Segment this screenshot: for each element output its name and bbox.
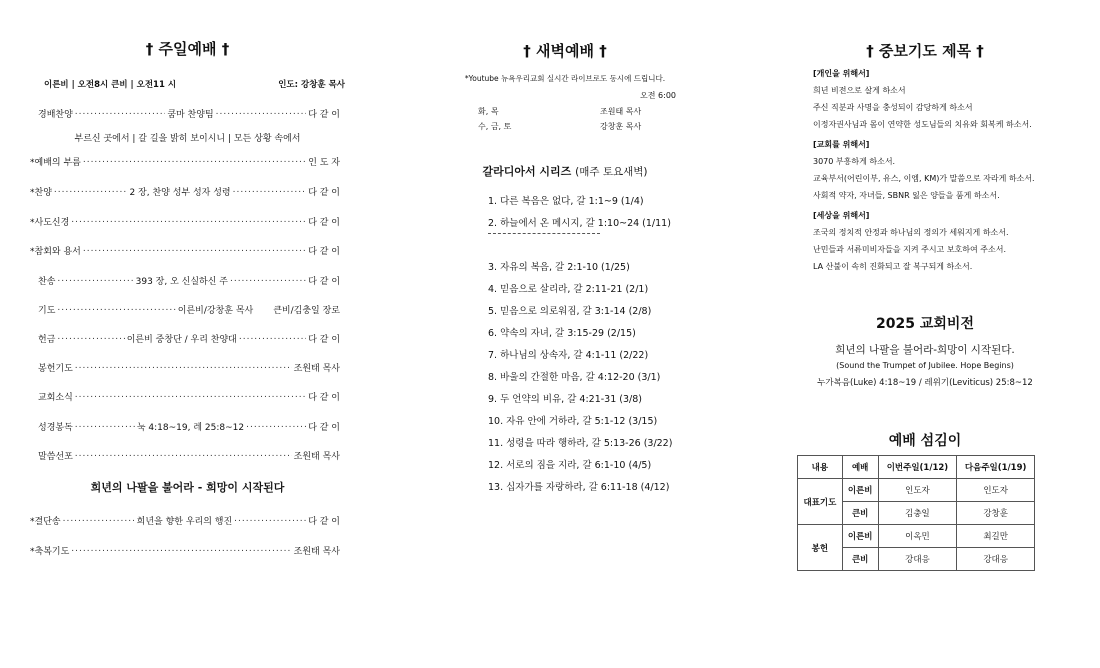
dot-leader bbox=[63, 514, 135, 524]
galatians-series-title bbox=[450, 163, 680, 179]
series-item: 4. 믿음으로 살리라, 갈 2:11-21 (2/1) bbox=[488, 284, 649, 295]
series-item: 9. 두 언약의 비유, 갈 4:21-31 (3/8) bbox=[488, 394, 642, 405]
dawn-worship-column bbox=[450, 0, 680, 668]
next-week-cell: 강대응 bbox=[957, 548, 1035, 571]
prayer-title: † 중보기도 제목 † bbox=[866, 42, 984, 60]
series-item: 5. 믿음으로 의로워짐, 갈 3:1-14 (2/8) bbox=[488, 306, 652, 317]
dot-leader bbox=[75, 390, 306, 400]
vision-scripture: 누가복음(Luke) 4:18~19 / 레위기(Leviticus) 25:8~12 bbox=[817, 378, 1033, 388]
prayer-line: 이정자권사님과 몸이 연약한 성도님들의 치유와 회복케 하소서. bbox=[813, 120, 1032, 129]
order-person: 다 같 이 bbox=[308, 516, 340, 527]
order-person: 다 같 이 bbox=[308, 334, 341, 345]
dot-leader bbox=[75, 420, 135, 430]
order-row bbox=[30, 543, 340, 557]
order-detail: 이른비 중창단 / 우리 찬양대 bbox=[126, 334, 237, 345]
order-person: 다 같 이 bbox=[308, 276, 341, 287]
prayer-line: 조국의 정치적 안정과 하나님의 정의가 세워지게 하소서. bbox=[813, 228, 1009, 237]
order-detail: 2 장, 찬양 성부 성자 성령 bbox=[129, 187, 231, 198]
order-label: 성경봉독 bbox=[38, 422, 73, 433]
series-item: 6. 약속의 자녀, 갈 3:15-29 (2/15) bbox=[488, 328, 636, 339]
ushers-table bbox=[797, 455, 1035, 571]
order-row bbox=[30, 273, 340, 287]
series-item: 10. 자유 안에 거하라, 갈 5:1-12 (3/15) bbox=[488, 416, 658, 427]
prayer-heading: [교회를 위해서] bbox=[813, 140, 870, 149]
next-week-cell: 인도자 bbox=[957, 479, 1035, 502]
dawn-leader: 조원태 목사 bbox=[600, 107, 642, 116]
order-label: 헌금 bbox=[38, 334, 56, 345]
service-cell: 이른비 bbox=[842, 525, 878, 548]
dot-leader bbox=[71, 544, 291, 554]
order-person: 큰비/김충일 장로 bbox=[273, 305, 340, 316]
order-person: 조원태 목사 bbox=[293, 363, 340, 374]
prayer-column bbox=[795, 0, 1055, 668]
dot-leader bbox=[54, 185, 128, 195]
order-person: 다 같 이 bbox=[308, 187, 340, 198]
dot-leader bbox=[83, 244, 306, 254]
order-label: 찬송 bbox=[38, 276, 56, 287]
order-label: 봉헌기도 bbox=[38, 363, 73, 374]
order-label: *결단송 bbox=[30, 516, 61, 527]
dot-leader bbox=[75, 107, 166, 117]
order-row bbox=[30, 331, 340, 345]
vision-motto: 희년의 나팔을 불어라-희망이 시작된다. bbox=[835, 344, 1015, 356]
youtube-note: *Youtube 뉴욕우리교회 실시간 라이브로도 동시에 드립니다. bbox=[464, 74, 666, 83]
order-row bbox=[30, 214, 340, 228]
this-week-cell: 김충일 bbox=[878, 502, 957, 525]
order-label: 말씀선포 bbox=[38, 451, 73, 462]
this-week-cell: 인도자 bbox=[878, 479, 957, 502]
dot-leader bbox=[246, 420, 306, 430]
series-item: 13. 십자가를 자랑하라, 갈 6:11-18 (4/12) bbox=[488, 482, 670, 493]
prayer-line: LA 산불이 속히 진화되고 잘 복구되게 하소서. bbox=[813, 262, 973, 271]
dot-leader bbox=[75, 361, 292, 371]
prayer-line: 주신 직분과 사명을 충성되이 감당하게 하소서 bbox=[813, 103, 973, 112]
series-item: 11. 성령을 따라 행하라, 갈 5:13-26 (3/22) bbox=[488, 438, 673, 449]
dot-leader bbox=[57, 332, 124, 342]
prayer-group bbox=[813, 68, 1053, 136]
this-week-cell: 강대응 bbox=[878, 548, 957, 571]
order-label: *축복기도 bbox=[30, 546, 70, 557]
table-row bbox=[798, 479, 1035, 502]
order-label: *예배의 부름 bbox=[30, 157, 81, 168]
next-week-cell: 최길만 bbox=[957, 525, 1035, 548]
dot-leader bbox=[234, 514, 306, 524]
dot-leader bbox=[71, 215, 306, 225]
order-detail: 쿰마 찬양팀 bbox=[167, 109, 214, 120]
dot-leader bbox=[216, 107, 307, 117]
col-header: 다음주일(1/19) bbox=[957, 456, 1035, 479]
order-person: 다 같 이 bbox=[308, 392, 340, 403]
prayer-heading: [개인을 위해서] bbox=[813, 69, 870, 78]
dot-leader bbox=[230, 274, 306, 284]
order-detail: 이른비/강창훈 목사 bbox=[177, 305, 254, 316]
service-cell: 큰비 bbox=[842, 502, 878, 525]
prayer-line: 희년 비전으로 살게 하소서 bbox=[813, 86, 906, 95]
order-label: *찬양 bbox=[30, 187, 52, 198]
service-cell: 큰비 bbox=[842, 548, 878, 571]
service-leader: 인도: 강창훈 목사 bbox=[278, 80, 345, 90]
col-header: 예배 bbox=[842, 456, 878, 479]
dawn-leader: 강창훈 목사 bbox=[600, 122, 642, 131]
col-header: 이번주일(1/12) bbox=[878, 456, 957, 479]
order-label: 경배찬양 bbox=[38, 109, 73, 120]
dawn-time: 오전 6:00 bbox=[640, 91, 676, 100]
series-item: 7. 하나님의 상속자, 갈 4:1-11 (2/22) bbox=[488, 350, 649, 361]
series-item: 12. 서로의 짐을 지라, 갈 6:1-10 (4/5) bbox=[488, 460, 652, 471]
sunday-worship-title: † 주일예배 † bbox=[145, 40, 230, 58]
order-row bbox=[30, 302, 340, 316]
order-label: 교회소식 bbox=[38, 392, 73, 403]
table-row bbox=[798, 525, 1035, 548]
dawn-worship-title: † 새벽예배 † bbox=[523, 42, 607, 60]
next-week-cell: 강창훈 bbox=[957, 502, 1035, 525]
dawn-days: 화, 목 bbox=[478, 107, 499, 116]
order-row bbox=[30, 419, 340, 433]
series-title-text: 갈라디아서 시리즈 bbox=[482, 165, 572, 178]
series-subtitle: (매주 토요새벽) bbox=[575, 166, 648, 178]
order-person: 조원태 목사 bbox=[293, 546, 340, 557]
order-person: 다 같 이 bbox=[308, 422, 340, 433]
order-person: 조원태 목사 bbox=[293, 451, 340, 462]
order-person: 다 같 이 bbox=[308, 217, 340, 228]
series-item: 3. 자유의 복음, 갈 2:1-10 (1/25) bbox=[488, 262, 630, 273]
order-row bbox=[30, 154, 340, 168]
series-item: 2. 하늘에서 온 메시지, 갈 1:10~24 (1/11) bbox=[488, 218, 671, 229]
service-times-text: 이른비 | 오전8시 큰비 | 오전11 시 bbox=[44, 80, 177, 90]
order-label: 기도 bbox=[38, 305, 56, 316]
order-row bbox=[30, 243, 340, 257]
dot-leader bbox=[233, 185, 307, 195]
dawn-schedule-row bbox=[478, 121, 653, 132]
order-row bbox=[30, 389, 340, 403]
prayer-line: 난민들과 서류미비자들을 지켜 주시고 보호하여 주소서. bbox=[813, 245, 1006, 254]
sermon-title: 희년의 나팔을 불어라 - 희망이 시작된다 bbox=[90, 481, 285, 494]
order-person: 다 같 이 bbox=[308, 246, 340, 257]
order-row bbox=[30, 184, 340, 198]
order-person: 다 같 이 bbox=[308, 109, 340, 120]
order-row bbox=[30, 360, 340, 374]
order-person: 인 도 자 bbox=[308, 157, 340, 168]
series-item: 1. 다른 복음은 없다, 갈 1:1~9 (1/4) bbox=[488, 196, 644, 207]
dot-leader bbox=[57, 303, 175, 313]
order-row bbox=[30, 448, 340, 462]
prayer-line: 3070 부흥하게 하소서. bbox=[813, 157, 896, 166]
song-lyric-line: 부르신 곳에서 | 갈 길을 밝히 보이시니 | 모든 상황 속에서 bbox=[74, 134, 301, 144]
series-item: 8. 바울의 간절한 마음, 갈 4:12-20 (3/1) bbox=[488, 372, 661, 383]
dawn-days: 수, 금, 토 bbox=[478, 122, 512, 131]
dot-leader bbox=[239, 332, 306, 342]
dot-leader bbox=[83, 155, 306, 165]
order-detail: 393 장, 오 신실하신 주 bbox=[135, 276, 228, 287]
prayer-line: 교육부서(어린이부, 유스, 이엠, KM)가 말씀으로 자라게 하소서. bbox=[813, 174, 1035, 183]
order-detail: 희년을 향한 우리의 행진 bbox=[136, 516, 233, 527]
series-divider bbox=[488, 233, 600, 234]
service-times bbox=[44, 78, 345, 90]
group-label: 대표기도 bbox=[798, 479, 843, 525]
order-row bbox=[30, 513, 340, 527]
order-label: *사도신경 bbox=[30, 217, 70, 228]
col-header: 내용 bbox=[798, 456, 843, 479]
dot-leader bbox=[57, 274, 133, 284]
service-cell: 이른비 bbox=[842, 479, 878, 502]
ushers-title: 예배 섬김이 bbox=[888, 433, 962, 449]
order-detail: 눅 4:18~19, 레 25:8~12 bbox=[136, 422, 245, 433]
prayer-group bbox=[813, 210, 1053, 278]
sunday-worship-column bbox=[30, 0, 345, 668]
prayer-group bbox=[813, 139, 1053, 207]
dot-leader bbox=[75, 449, 292, 459]
this-week-cell: 이옥민 bbox=[878, 525, 957, 548]
dawn-schedule-row bbox=[478, 106, 653, 117]
table-header-row bbox=[798, 456, 1035, 479]
order-row bbox=[30, 106, 340, 120]
prayer-line: 사회적 약자, 자녀들, SBNR 잃은 양들을 품게 하소서. bbox=[813, 191, 1000, 200]
vision-english: (Sound the Trumpet of Jubilee. Hope Begins) bbox=[836, 361, 1014, 370]
vision-title: 2025 교회비전 bbox=[876, 316, 974, 332]
prayer-heading: [세상을 위해서] bbox=[813, 211, 870, 220]
group-label: 봉헌 bbox=[798, 525, 843, 571]
order-label: *참회와 용서 bbox=[30, 246, 81, 257]
